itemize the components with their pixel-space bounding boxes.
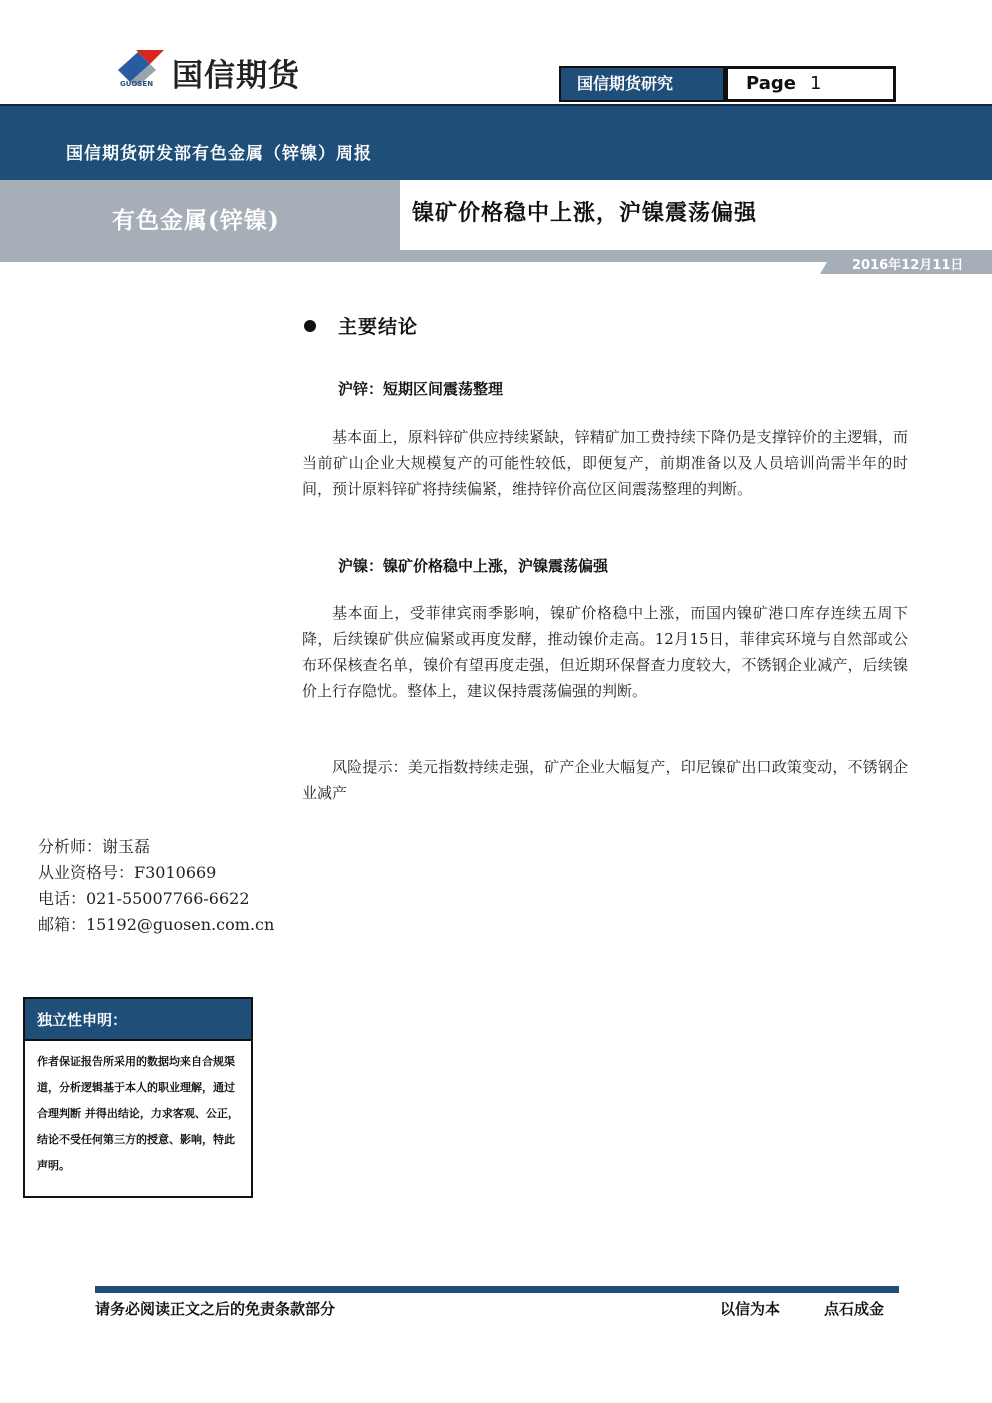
statement-title: 独立性申明： [25, 999, 251, 1041]
zinc-paragraph: 基本面上，原料锌矿供应持续紧缺，锌精矿加工费持续下降仍是支撑锌价的主逻辑，而当前矿山企业大规模复产的可能性较低，即便复产，前期准备以及人员培训尚需半年的时间，预计原料锌矿将持续偏紧，维持锌价高位区间震荡整理的判断。 [302, 428, 908, 498]
footer-rule [95, 1286, 899, 1293]
report-date: 2016年12月11日 [852, 258, 964, 273]
page-box [725, 66, 896, 102]
section-title: 主要结论 [338, 316, 419, 338]
independence-statement [23, 997, 253, 1198]
logo-name: 国信期货 [172, 58, 300, 94]
bullet-icon [304, 320, 316, 332]
risk-paragraph: 风险提示：美元指数持续走强，矿产企业大幅复产，印尼镍矿出口政策变动，不锈钢企业减产 [302, 758, 908, 802]
page-number: 1 [809, 73, 822, 94]
statement-body: 作者保证报告所采用的数据均来自合规渠道，分析逻辑基于本人的职业理解，通过合理判断 并得出结论，力求客观、公正，结论不受任何第三方的授意、影响，特此声明。 [37, 1055, 239, 1172]
nickel-paragraph: 基本面上，受菲律宾雨季影响，镍矿价格稳中上涨，而国内镍矿港口库存连续五周下降，后续镍矿供应偏紧或再度发酵，推动镍价走高。12月15日，菲律宾环境与自然部或公布环保核查名单，镍价有望再度走强，但近期环保督查力度较大，不锈钢企业减产，后续镍价上行存隐忧。整体上，建议保持震荡偏强的判断。 [302, 604, 908, 700]
banner-title: 国信期货研发部有色金属（锌镍）周报 [66, 144, 372, 164]
footer-slogan-1: 以信为本 [720, 1300, 781, 1318]
report-headline: 镍矿价格稳中上涨，沪镍震荡偏强 [412, 200, 758, 226]
analyst-phone: 电话：021-55007766-6622 [38, 889, 250, 908]
nickel-subtitle: 沪镍：镍矿价格稳中上涨，沪镍震荡偏强 [338, 557, 609, 575]
org-label-box [559, 66, 725, 102]
banner-top-line [0, 104, 992, 106]
footer-disclaimer-note: 请务必阅读正文之后的免责条款部分 [95, 1300, 336, 1318]
analyst-name: 分析师：谢玉磊 [38, 837, 151, 856]
category-label: 有色金属(锌镍) [112, 207, 280, 234]
page-label: Page [746, 73, 796, 94]
analyst-email: 邮箱：15192@guosen.com.cn [38, 915, 275, 934]
analyst-cert: 从业资格号：F3010669 [38, 863, 217, 882]
analyst-info [38, 834, 274, 938]
zinc-subtitle: 沪锌：短期区间震荡整理 [338, 380, 504, 398]
logo-sub: GUOSEN [120, 80, 154, 88]
org-label: 国信期货研究 [577, 74, 674, 93]
footer-slogan-2: 点石成金 [824, 1300, 885, 1318]
